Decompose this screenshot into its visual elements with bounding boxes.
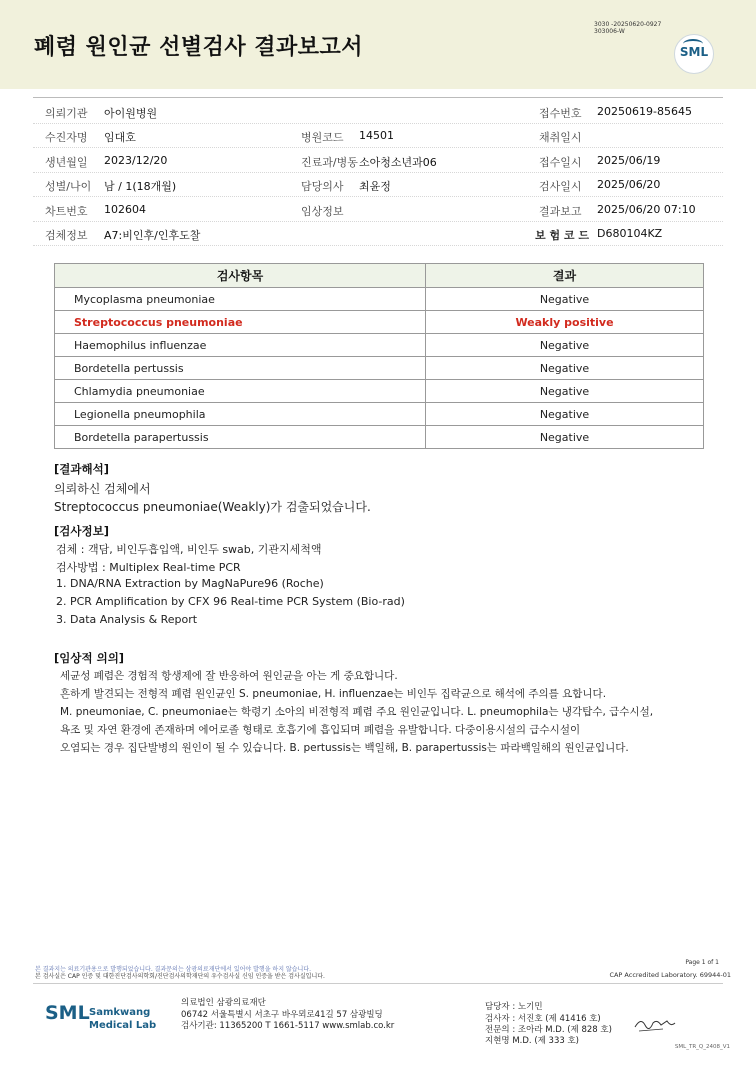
specimen-label: 검체정보 (45, 229, 88, 242)
row-divider (33, 147, 723, 148)
table-row (55, 288, 704, 311)
row-divider (33, 172, 723, 173)
test-info-line: 1. DNA/RNA Extraction by MagNaPure96 (Roche) (56, 577, 324, 590)
footer-logo-name (89, 1006, 156, 1032)
form-code: SML_TR_Q_2408_V1 (674, 1044, 730, 1050)
receipt-date-label: 접수일시 (539, 156, 582, 169)
table-row (55, 426, 704, 449)
org-contact: 검사기관: 11365200 T 1661-5117 www.smlab.co.kr (181, 1021, 395, 1031)
doc-code-line2: 303006-W (594, 28, 625, 35)
test-item: Bordetella parapertussis (55, 426, 426, 449)
staff-line: 지현명 M.D. (제 333 호) (485, 1036, 580, 1046)
table-row (55, 380, 704, 403)
row-divider (33, 123, 723, 124)
test-date-value: 2025/06/20 (597, 178, 661, 191)
signature-icon (633, 1013, 677, 1037)
test-result: Negative (426, 357, 704, 380)
header-test-item: 검사항목 (55, 264, 426, 288)
dob-value: 2023/12/20 (104, 154, 168, 167)
report-date-label: 결과보고 (539, 205, 582, 218)
interpretation-heading: [결과해석] (54, 462, 109, 476)
doc-code (594, 21, 661, 35)
test-result: Negative (426, 288, 704, 311)
test-info-heading: [검사정보] (54, 524, 109, 538)
page-info: Page 1 of 1 (685, 959, 719, 966)
institution-label: 의뢰기관 (45, 107, 88, 120)
test-item: Streptococcus pneumoniae (55, 311, 426, 334)
doctor-label: 담당의사 (301, 180, 344, 193)
staff-line: 담당자 : 노기민 (485, 1002, 543, 1012)
department-label: 진료과/병동 (301, 156, 358, 169)
table-row (55, 403, 704, 426)
org-address: 06742 서울특별시 서초구 바우뫼로41길 57 삼광빌딩 (181, 1010, 383, 1020)
row-divider (33, 245, 723, 246)
specimen-value: A7:비인후/인후도찰 (104, 229, 201, 242)
test-item: Bordetella pertussis (55, 357, 426, 380)
hospital-code-value: 14501 (359, 129, 394, 142)
header-result: 결과 (426, 264, 704, 288)
institution-value: 아이원병원 (104, 107, 158, 120)
footer-notice-2: 본 검사실은 CAP 인증 및 대한진단검사의학회/진단검사의학재단의 우수검사실 신임 인증을 받은 검사실입니다. (35, 973, 325, 980)
row-divider (33, 221, 723, 222)
sex-age-value: 남 / 1(18개월) (104, 180, 177, 193)
test-item: Legionella pneumophila (55, 403, 426, 426)
doc-code-line1: 3030 -20250620-0927 (594, 21, 662, 28)
test-result: Negative (426, 380, 704, 403)
footer-notice-1: 본 결과지는 의료기관용으로 발행되었습니다. 결과문의는 삼광의료재단에서 있어야 발행을 하지 않습니다. (35, 966, 312, 973)
footer-logo-name-2: Medical Lab (89, 1020, 157, 1031)
org-name: 의료법인 삼광의료재단 (181, 998, 266, 1008)
clinical-significance-line: 욕조 및 자연 환경에 존재하며 에어로졸 형태로 호흡기에 흡입되며 폐렴을 유발합니다. 다중이용시설의 급수시설이 (60, 724, 581, 736)
dob-label: 생년월일 (45, 156, 88, 169)
row-divider (33, 196, 723, 197)
footer-divider (33, 983, 723, 984)
clinical-significance-line: 흔하게 발견되는 전형적 폐렴 원인균인 S. pneumoniae, H. influenzae는 비인두 집락균으로 해석에 주의를 요합니다. (60, 688, 607, 700)
clinical-info-label: 임상정보 (301, 205, 344, 218)
clinical-significance-line: M. pneumoniae, C. pneumoniae는 학령기 소아의 비전형적 폐렴 주요 원인균입니다. L. pneumophila는 냉각탑수, 급수시설, (60, 706, 654, 718)
report-date-value: 2025/06/20 07:10 (597, 203, 696, 216)
staff-line: 전문의 : 조아라 M.D. (제 828 호) (485, 1025, 612, 1035)
test-item: Chlamydia pneumoniae (55, 380, 426, 403)
header-divider (33, 97, 723, 98)
test-result: Negative (426, 334, 704, 357)
interpretation-line: Streptococcus pneumoniae(Weakly)가 검출되었습니다. (54, 500, 371, 514)
test-result: Negative (426, 426, 704, 449)
test-item: Haemophilus influenzae (55, 334, 426, 357)
insurance-code-value: D680104KZ (597, 227, 663, 240)
doctor-value: 최윤정 (359, 180, 391, 193)
test-result: Weakly positive (426, 311, 704, 334)
report-title: 폐렴 원인균 선별검사 결과보고서 (34, 35, 364, 60)
sex-age-label: 성별/나이 (45, 180, 92, 193)
sml-logo-text: SML (679, 45, 709, 59)
clinical-significance-line: 오염되는 경우 집단발병의 원인이 될 수 있습니다. B. pertussis는 백일해, B. parapertussis는 파라백일해의 원인균입니다. (60, 742, 629, 754)
receipt-no-label: 접수번호 (539, 107, 582, 120)
table-row (55, 334, 704, 357)
test-info-line: 2. PCR Amplification by CFX 96 Real-time PCR System (Bio-rad) (56, 595, 405, 608)
insurance-code-label: 보 험 코 드 (535, 229, 589, 242)
test-item: Mycoplasma pneumoniae (55, 288, 426, 311)
results-table (54, 263, 704, 449)
test-result: Negative (426, 403, 704, 426)
chart-no-label: 차트번호 (45, 205, 88, 218)
interpretation-line: 의뢰하신 검체에서 (54, 482, 151, 496)
department-value: 소아청소년과06 (359, 156, 437, 169)
footer-logo-name-1: Samkwang (89, 1007, 151, 1018)
table-row (55, 357, 704, 380)
receipt-date-value: 2025/06/19 (597, 154, 661, 167)
receipt-no-value: 20250619-85645 (597, 105, 692, 118)
patient-value: 임대호 (104, 131, 136, 144)
test-info-line: 3. Data Analysis & Report (56, 613, 198, 626)
clinical-significance-line: 세균성 폐렴은 경험적 항생제에 잘 반응하여 원인균을 아는 게 중요합니다. (60, 670, 398, 682)
cap-accreditation: CAP Accredited Laboratory. 69944-01 (609, 971, 731, 979)
clinical-significance-heading: [임상적 의의] (54, 651, 125, 665)
hospital-code-label: 병원코드 (301, 131, 344, 144)
footer-logo-sml: SML (45, 1002, 90, 1024)
staff-line: 검사자 : 서진호 (제 41416 호) (485, 1014, 601, 1024)
test-info-line: 검사방법 : Multiplex Real-time PCR (56, 561, 241, 574)
test-info-line: 검체 : 객담, 비인두흡입액, 비인두 swab, 기관지세척액 (56, 543, 322, 556)
collection-date-label: 채취일시 (539, 131, 582, 144)
results-header-row (55, 264, 704, 288)
chart-no-value: 102604 (104, 203, 146, 216)
test-date-label: 검사일시 (539, 180, 582, 193)
table-row-positive (55, 311, 704, 334)
patient-label: 수진자명 (45, 131, 88, 144)
